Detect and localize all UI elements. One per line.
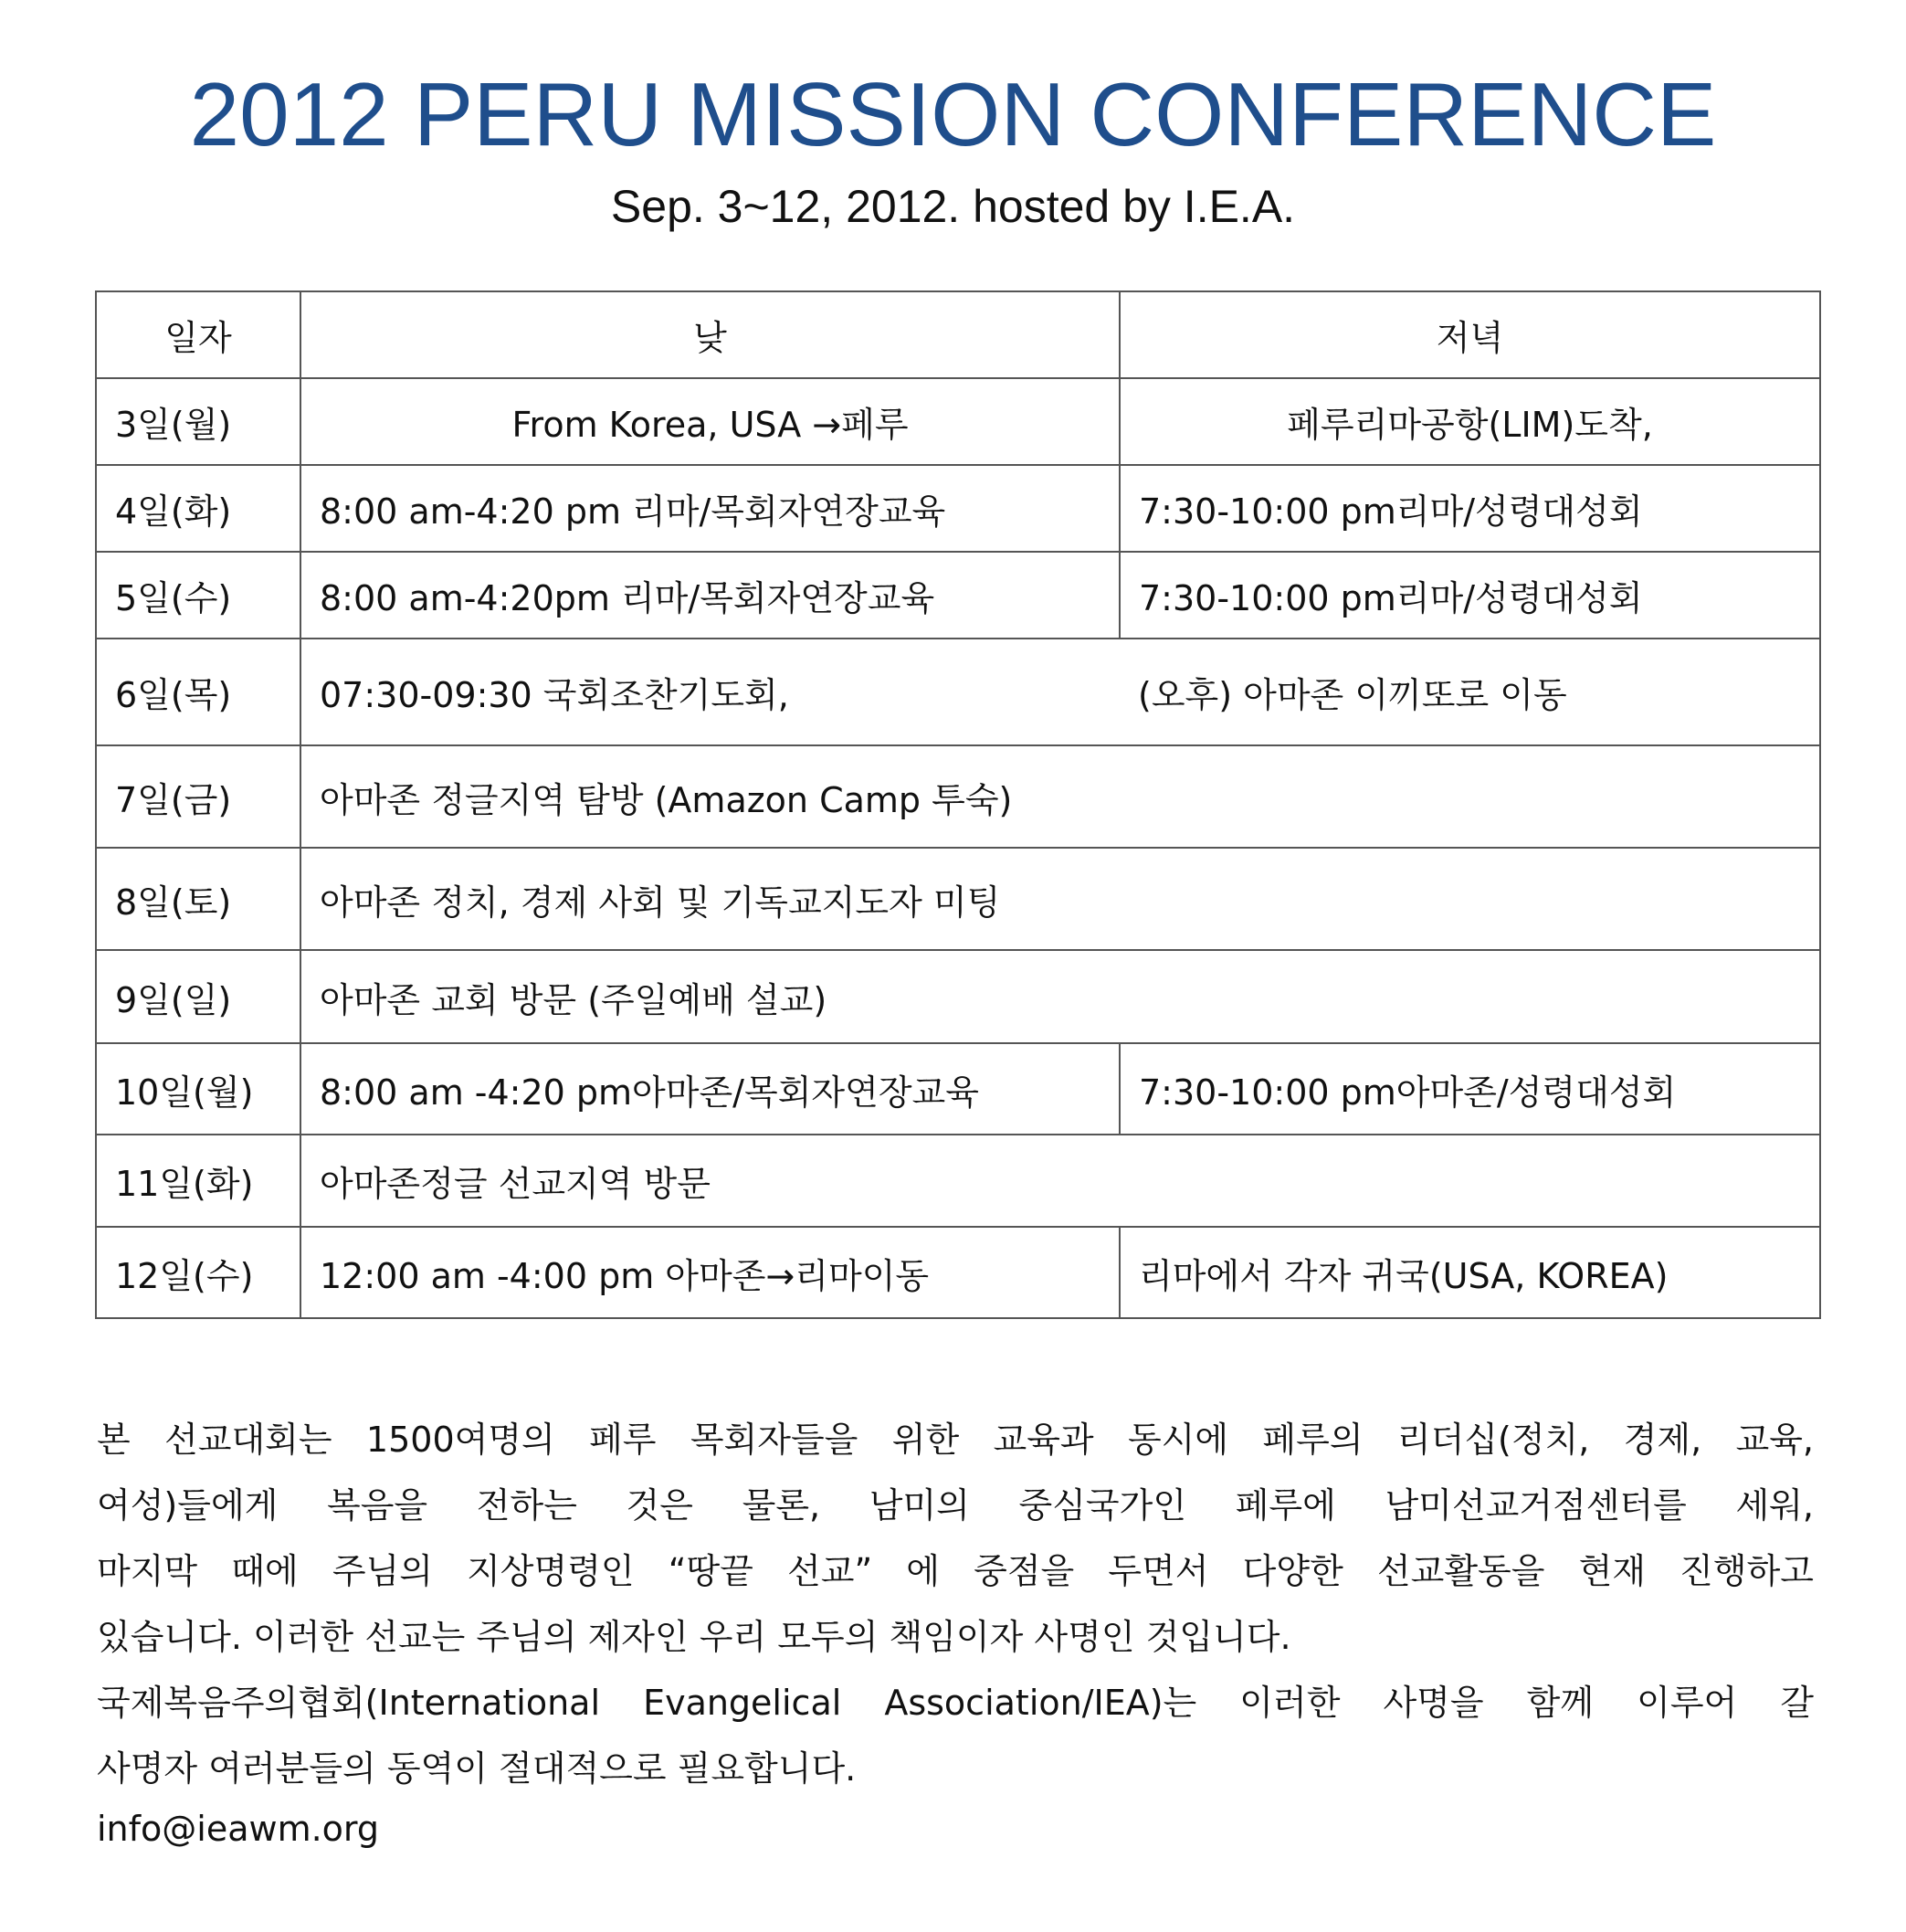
table-row: [96, 848, 1820, 950]
row-evening: 리마에서 각자 귀국(USA, KOREA): [1120, 1227, 1820, 1318]
table-row: [96, 950, 1820, 1043]
table-row: [96, 465, 1820, 552]
header-day: 낮: [300, 291, 1120, 378]
table-row: [96, 1135, 1820, 1227]
row-full: 아마존 정치, 경제 사회 및 기독교지도자 미팅: [300, 848, 1820, 950]
row-evening: 7:30-10:00 pm아마존/성령대성회: [1120, 1043, 1820, 1135]
row-date: 11일(화): [96, 1135, 300, 1227]
body-line: 여성)들에게 복음을 전하는 것은 물론, 남미의 중심국가인 페루에 남미선교거점센터를 세워,: [97, 1485, 1814, 1526]
row-date: 3일(월): [96, 378, 300, 465]
page-title: 2012 PERU MISSION CONFERENCE: [189, 64, 1717, 164]
table-row: [96, 1227, 1820, 1318]
body-line: 사명자 여러분들의 동역이 절대적으로 필요합니다.: [97, 1748, 857, 1789]
header-evening: 저녁: [1120, 291, 1820, 378]
row-date: 12일(수): [96, 1227, 300, 1318]
table-header-row: [96, 291, 1820, 378]
table-row: [96, 552, 1820, 639]
row-evening: (오후) 아마존 이끼또로 이동: [1120, 639, 1820, 745]
row-date: 7일(금): [96, 745, 300, 848]
row-day: 8:00 am-4:20 pm 리마/목회자연장교육: [300, 465, 1120, 552]
row-evening: 페루리마공항(LIM)도착,: [1120, 378, 1820, 465]
schedule-table: [95, 290, 1821, 1319]
body-line: 국제복음주의협회(International Evangelical Association/IEA)는 이러한 사명을 함께 이루어 갈: [97, 1683, 1814, 1723]
row-day: 8:00 am -4:20 pm아마존/목회자연장교육: [300, 1043, 1120, 1135]
table-row: [96, 1043, 1820, 1135]
row-date: 9일(일): [96, 950, 300, 1043]
row-evening: 7:30-10:00 pm리마/성령대성회: [1120, 552, 1820, 639]
row-day: 07:30-09:30 국회조찬기도회,: [300, 639, 1120, 745]
header-date: 일자: [96, 291, 300, 378]
row-evening: 7:30-10:00 pm리마/성령대성회: [1120, 465, 1820, 552]
row-date: 5일(수): [96, 552, 300, 639]
body-paragraph: [97, 1407, 1814, 1801]
row-date: 4일(화): [96, 465, 300, 552]
table-row: [96, 639, 1820, 745]
page-subtitle: Sep. 3~12, 2012. hosted by I.E.A.: [610, 181, 1296, 232]
table-row: [96, 378, 1820, 465]
body-line: 마지막 때에 주님의 지상명령인 “땅끝 선교” 에 중점을 두면서 다양한 선교활동을 현재 진행하고: [97, 1551, 1814, 1591]
row-date: 8일(토): [96, 848, 300, 950]
row-full: 아마존 정글지역 탐방 (Amazon Camp 투숙): [300, 745, 1820, 848]
row-day: 12:00 am -4:00 pm 아마존→리마이동: [300, 1227, 1120, 1318]
body-line: 본 선교대회는 1500여명의 페루 목회자들을 위한 교육과 동시에 페루의 리더십(정치, 경제, 교육,: [97, 1420, 1814, 1460]
row-date: 6일(목): [96, 639, 300, 745]
row-date: 10일(월): [96, 1043, 300, 1135]
row-full: 아마존 교회 방문 (주일예배 설교): [300, 950, 1820, 1043]
row-day: 8:00 am-4:20pm 리마/목회자연장교육: [300, 552, 1120, 639]
table-row: [96, 745, 1820, 848]
body-line: 있습니다. 이러한 선교는 주님의 제자인 우리 모두의 책임이자 사명인 것입니다.: [97, 1617, 1291, 1657]
row-day: From Korea, USA →페루: [300, 378, 1120, 465]
contact-email: info@ieawm.org: [97, 1809, 379, 1849]
row-full: 아마존정글 선교지역 방문: [300, 1135, 1820, 1227]
